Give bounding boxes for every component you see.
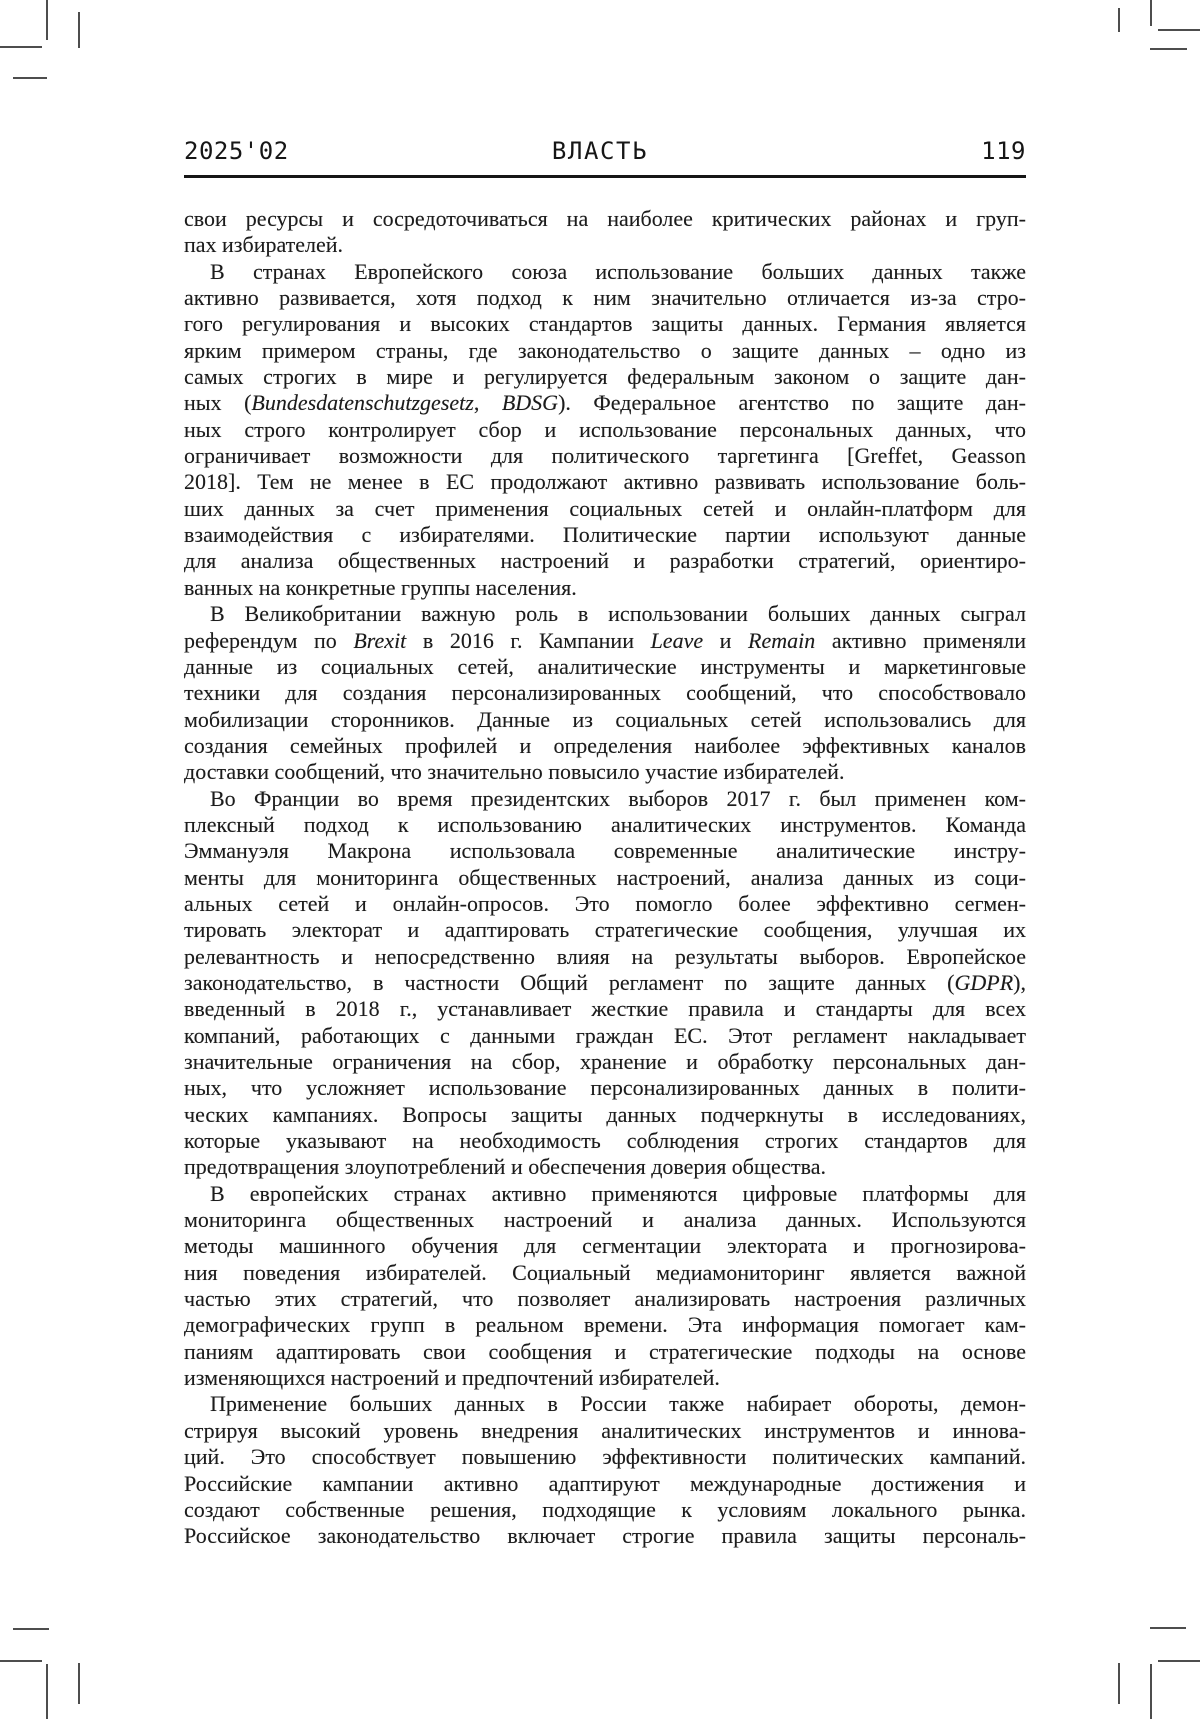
text-line: В странах Европейского союза использование больших данных также — [210, 258, 1026, 284]
crop-mark — [1150, 1664, 1152, 1719]
crop-mark — [13, 77, 47, 79]
text-line: методы машинного обучения для сегментации электората и прогнозирова- — [184, 1233, 1026, 1259]
text-line: паниям адаптировать свои сообщения и стратегические подходы на основе — [184, 1338, 1026, 1364]
crop-mark — [1158, 29, 1200, 31]
text-line: 2018]. Тем не менее в ЕС продолжают активно развивать использование боль- — [184, 469, 1026, 495]
text-line: ных, что усложняет использование персонализированных данных в полити- — [184, 1075, 1026, 1101]
text-line: пах избирателей. — [184, 232, 344, 258]
text-line: Применение больших данных в России также набирает обороты, демон- — [210, 1391, 1026, 1417]
text-line: самых строгих в мире и регулируется федеральным законом о защите дан- — [184, 364, 1026, 390]
text-line: частью этих стратегий, что позволяет анализировать настроения различных — [184, 1286, 1026, 1312]
text-line: альных сетей и онлайн-опросов. Это помогло более эффективно сегмен- — [184, 890, 1026, 916]
crop-mark — [1158, 1660, 1200, 1662]
text-line: ших данных за счет применения социальных сетей и онлайн-платформ для — [184, 495, 1026, 521]
crop-mark — [1150, 0, 1152, 26]
text-line: ных (Bundesdatenschutzgesetz, BDSG). Федеральное агентство по защите дан- — [184, 390, 1026, 416]
paragraph — [184, 786, 1026, 1181]
text-line: менты для мониторинга общественных настроений, анализа данных из соци- — [184, 864, 1026, 890]
header-page-number: 119 — [981, 137, 1026, 165]
text-line: Эммануэля Макрона использовала современные аналитические инстру- — [184, 838, 1026, 864]
text-line: тировать электорат и адаптировать стратегические сообщения, улучшая их — [184, 917, 1026, 943]
text-line: мобилизации сторонников. Данные из социальных сетей использовались для — [184, 706, 1026, 732]
crop-mark — [46, 1664, 48, 1719]
paragraph — [184, 206, 1026, 259]
text-line: создают собственные решения, подходящие к условиям локального рынка. — [184, 1496, 1026, 1522]
paragraph — [184, 259, 1026, 601]
text-line: доставки сообщений, что значительно повысило участие избирателей. — [184, 759, 845, 785]
crop-mark — [78, 12, 80, 48]
text-line: В Великобритании важную роль в использовании больших данных сыграл — [210, 601, 1026, 627]
text-line: В европейских странах активно применяются цифровые платформы для — [210, 1180, 1026, 1206]
text-line: взаимодействия с избирателями. Политические партии используют данные — [184, 522, 1026, 548]
text-line: значительные ограничения на сбор, хранение и обработку персональных дан- — [184, 1049, 1026, 1074]
text-line: ния поведения избирателей. Социальный медиамониторинг является важной — [184, 1259, 1026, 1285]
crop-mark — [1150, 48, 1187, 50]
text-line: техники для создания персонализированных сообщений, что способствовало — [184, 680, 1026, 706]
text-line: Российское законодательство включает строгие правила защиты персональ- — [184, 1523, 1026, 1549]
crop-mark — [1118, 8, 1120, 32]
header-issue: 2025'02 — [184, 137, 289, 165]
text-line: Российские кампании активно адаптируют международные достижения и — [184, 1470, 1026, 1496]
text-line: ограничивает возможности для политического таргетинга [Greffet, Geasson — [184, 443, 1026, 469]
text-line: свои ресурсы и сосредоточиваться на наиболее критических районах и груп- — [184, 206, 1026, 231]
crop-mark — [0, 1660, 42, 1662]
paragraph — [184, 1181, 1026, 1392]
text-line: гого регулирования и высоких стандартов защиты данных. Германия является — [184, 311, 1026, 337]
text-line: ванных на конкретные группы населения. — [184, 574, 577, 600]
crop-mark — [46, 0, 48, 40]
text-line: мониторинга общественных настроений и анализа данных. Используются — [184, 1207, 1026, 1233]
text-line: ных строго контролирует сбор и использование персональных данных, что — [184, 416, 1026, 442]
text-line: активно развивается, хотя подход к ним значительно отличается из-за стро- — [184, 285, 1026, 311]
text-line: изменяющихся настроений и предпочтений избирателей. — [184, 1365, 720, 1391]
crop-mark — [78, 1663, 80, 1704]
crop-mark — [13, 1628, 49, 1630]
text-line: данные из социальных сетей, аналитические инструменты и маркетинговые — [184, 653, 1026, 679]
text-line: компаний, работающих с данными граждан ЕС. Этот регламент накладывает — [184, 1022, 1026, 1048]
paragraph — [184, 601, 1026, 785]
text-line: релевантность и непосредственно влияя на результаты выборов. Европейское — [184, 943, 1026, 969]
text-line: референдум по Brexit в 2016 г. Кампании Leave и Remain активно применяли — [184, 627, 1026, 653]
text-line: стрируя высокий уровень внедрения аналитических инструментов и иннова- — [184, 1417, 1026, 1443]
header-journal-title: ВЛАСТЬ — [551, 137, 649, 165]
crop-mark — [1118, 1663, 1120, 1704]
text-line: предотвращения злоупотреблений и обеспечения доверия общества. — [184, 1154, 826, 1180]
text-line: демографических групп в реальном времени. Эта информация помогает кам- — [184, 1312, 1026, 1338]
text-line: для анализа общественных настроений и разработки стратегий, ориентиро- — [184, 548, 1026, 574]
paragraph — [184, 1391, 1026, 1549]
article-body — [184, 206, 1026, 1550]
crop-mark — [0, 46, 42, 48]
header-rule — [184, 175, 1026, 178]
text-line: Во Франции во время президентских выборов 2017 г. был применен ком- — [210, 785, 1026, 811]
text-line: плексный подход к использованию аналитических инструментов. Команда — [184, 811, 1026, 837]
text-line: ций. Это способствует повышению эффективности политических кампаний. — [184, 1444, 1026, 1470]
text-line: которые указывают на необходимость соблюдения строгих стандартов для — [184, 1128, 1026, 1154]
text-line: создания семейных профилей и определения наиболее эффективных каналов — [184, 732, 1026, 758]
text-line: законодательство, в частности Общий регламент по защите данных (GDPR), — [184, 969, 1026, 995]
text-line: введенный в 2018 г., устанавливает жесткие правила и стандарты для всех — [184, 996, 1026, 1022]
text-line: ярким примером страны, где законодательство о защите данных – одно из — [184, 337, 1026, 363]
text-line: ческих кампаниях. Вопросы защиты данных подчеркнуты в исследованиях, — [184, 1101, 1026, 1127]
crop-mark — [1150, 1627, 1186, 1629]
